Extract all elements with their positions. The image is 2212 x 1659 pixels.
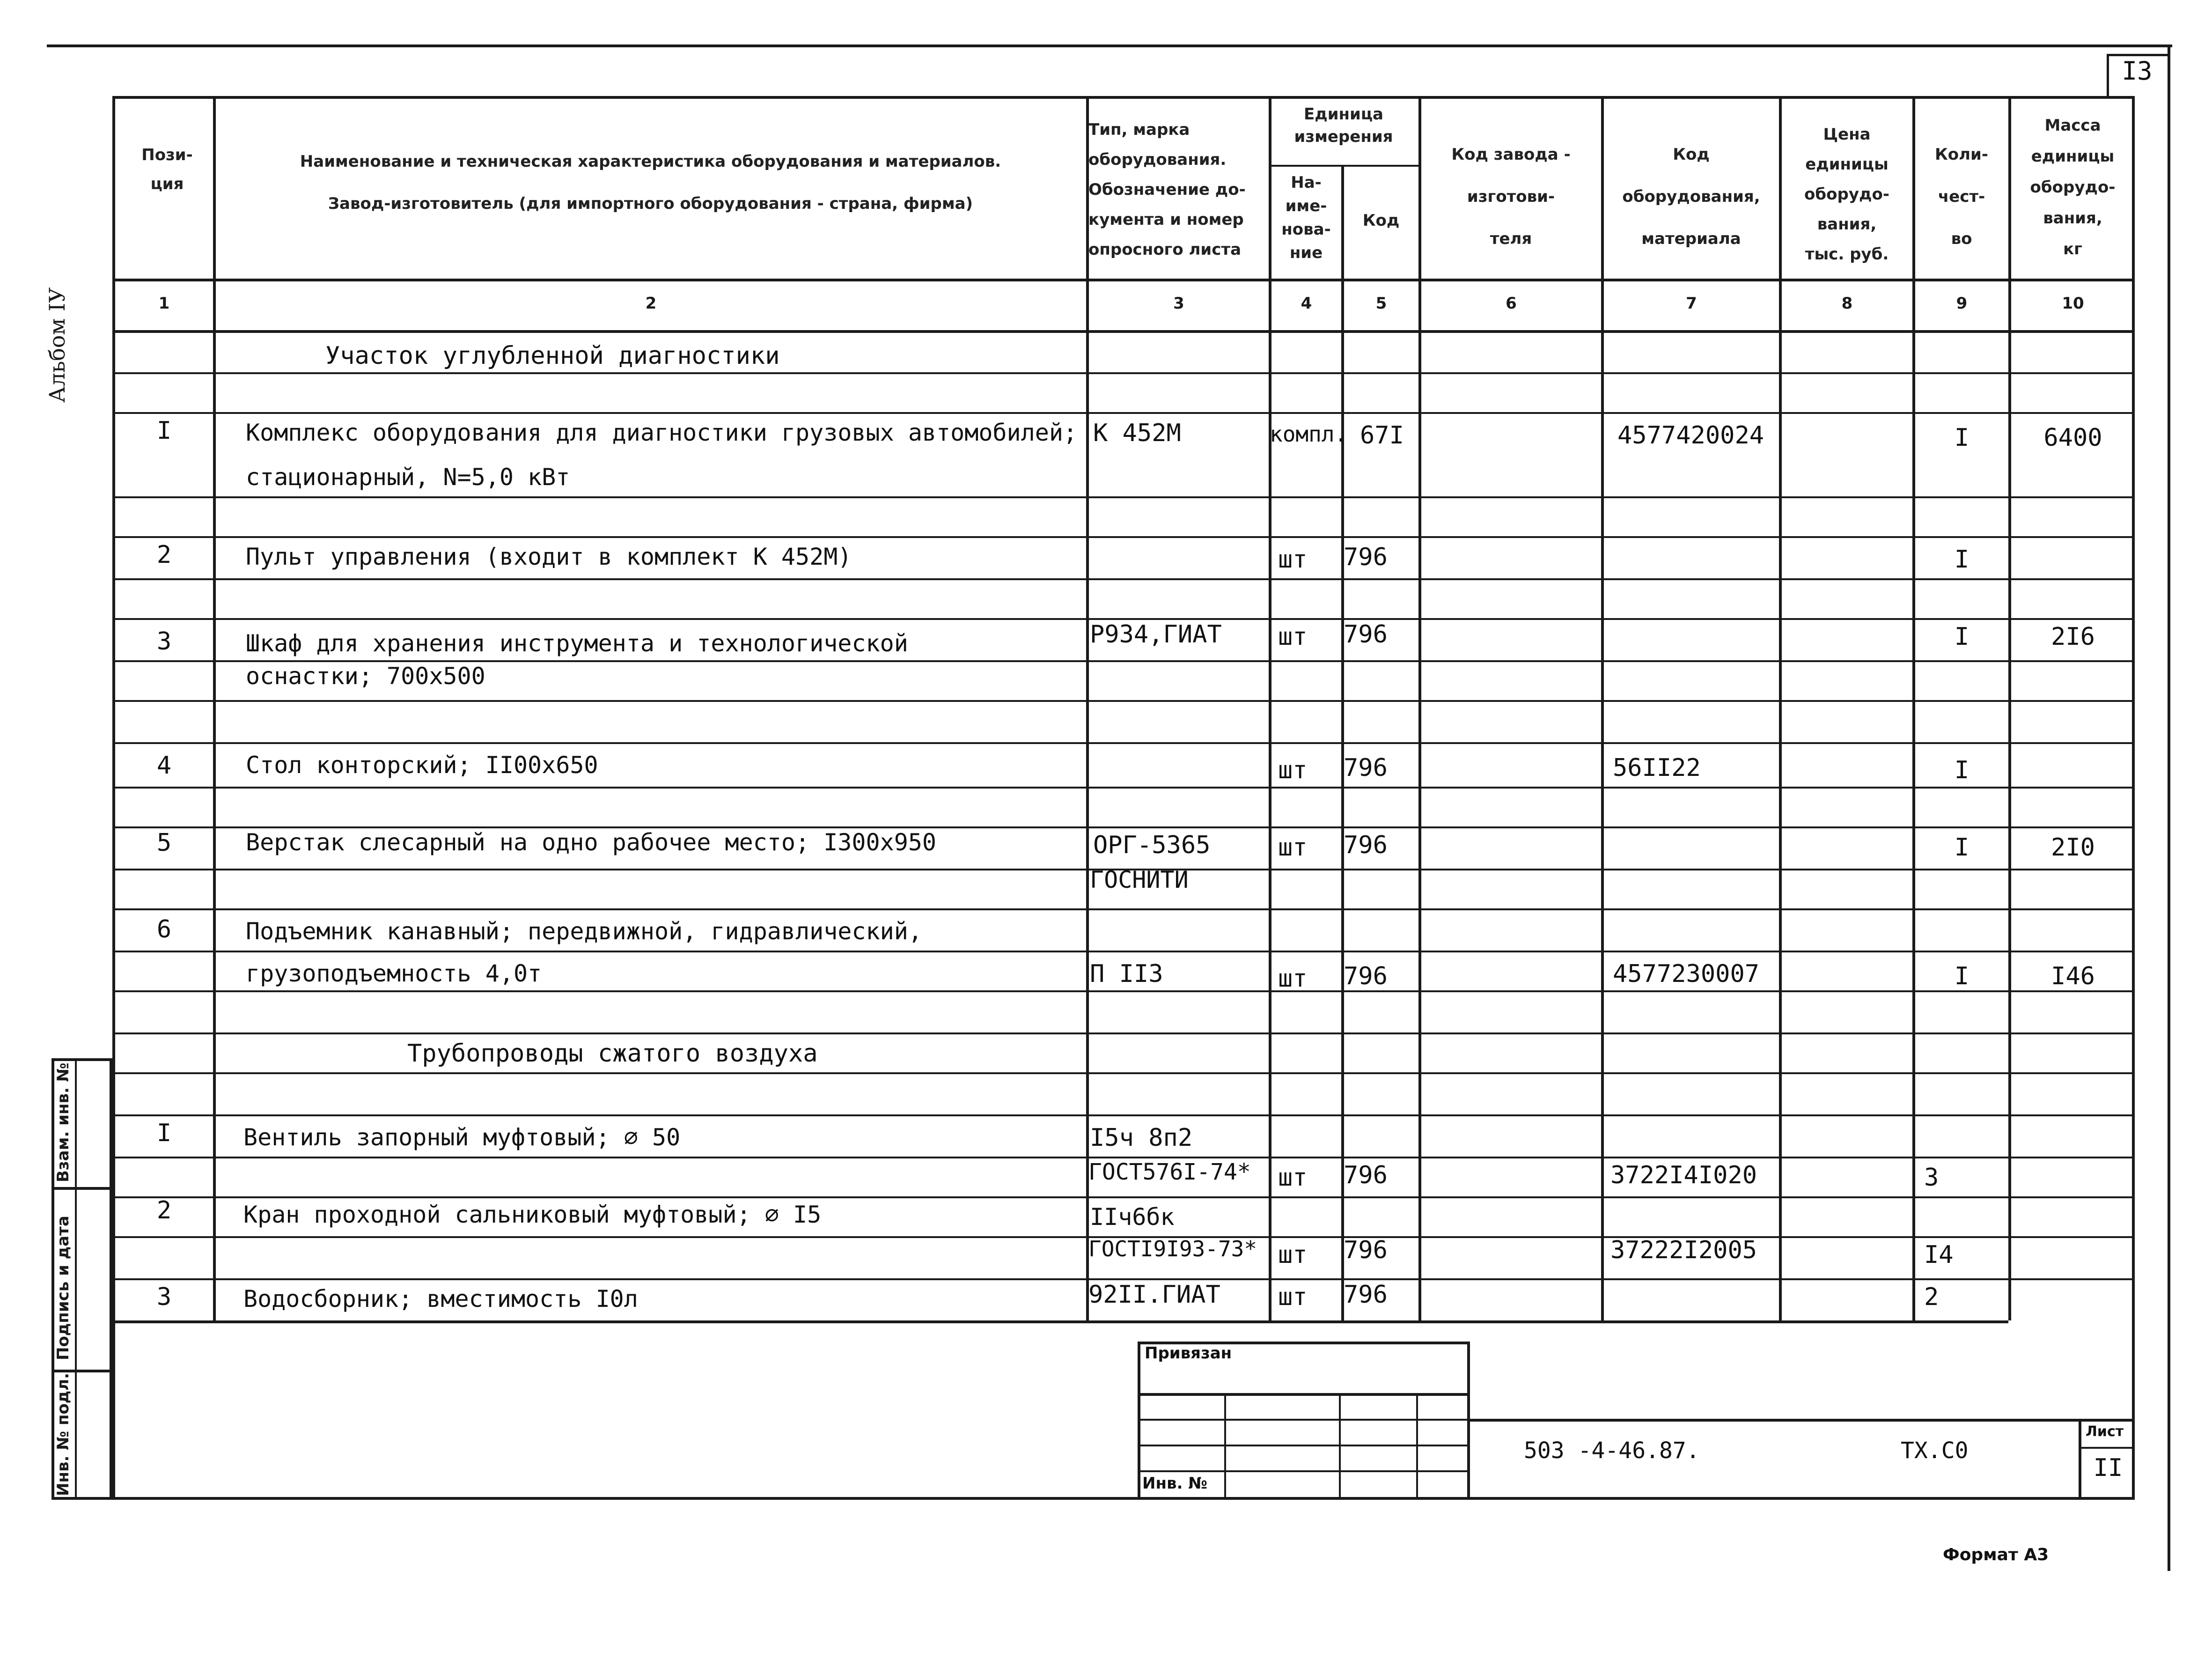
- column-number: 1: [158, 294, 170, 313]
- row-equip-code: 4577420024: [1617, 421, 1764, 450]
- sheet-value: II: [2093, 1454, 2123, 1482]
- row-mass: I46: [2051, 962, 2095, 990]
- row-name: Комплекс оборудования для диагностики грузовых автомобилей;: [246, 419, 1078, 446]
- row-quantity: 3: [1924, 1164, 1939, 1192]
- row-name: Стол конторский; II00x650: [246, 752, 598, 779]
- row-unit: шт: [1278, 1164, 1308, 1192]
- row-unit: шт: [1278, 1241, 1308, 1269]
- row-unit: шт: [1278, 546, 1308, 574]
- row-mass: 2I6: [2051, 623, 2095, 651]
- row-name: Подъемник канавный; передвижной, гидравлический,: [246, 918, 922, 945]
- inv-label: Инв. №: [1142, 1474, 1208, 1493]
- row-equip-code: 3722I4I020: [1610, 1161, 1757, 1189]
- row-name: Верстак слесарный на одно рабочее место; I300x950: [246, 829, 937, 856]
- header-name: Наименование и техническая характеристика оборудования и материалов. Завод-изготовитель (для импортного оборудования - страна, фирма): [300, 152, 1001, 213]
- side-stamp-inv: Инв. № подл.: [54, 1372, 73, 1496]
- header-type: Тип, марка оборудования. Обозначение до- кумента и номер опросного листа: [1088, 120, 1246, 259]
- row-name: Вентиль запорный муфтовый; ⌀ 50: [243, 1124, 681, 1151]
- row-unit-code: 796: [1344, 1236, 1388, 1264]
- row-unit: шт: [1278, 833, 1308, 862]
- row-type: ГОСТ576I-74*: [1088, 1159, 1251, 1185]
- row-unit-code: 796: [1344, 1281, 1388, 1309]
- row-quantity: I: [1954, 546, 1969, 574]
- row-unit: компл.: [1270, 421, 1348, 447]
- row-unit: шт: [1278, 965, 1308, 993]
- row-type: 92II.ГИАТ: [1088, 1281, 1220, 1309]
- row-name: Кран проходной сальниковый муфтовый; ⌀ I5: [243, 1201, 822, 1228]
- row-position: 5: [156, 829, 172, 857]
- row-unit-code: 67I: [1360, 421, 1404, 450]
- column-number: 3: [1173, 294, 1184, 313]
- row-position: 6: [156, 915, 172, 944]
- column-number: 7: [1686, 294, 1697, 313]
- sheet-number: I3: [2122, 56, 2153, 86]
- row-unit-code: 796: [1344, 754, 1388, 782]
- column-number: 8: [1841, 294, 1853, 313]
- row-quantity: I: [1954, 756, 1969, 784]
- row-position: I: [156, 417, 172, 445]
- row-type: IIч6бк: [1090, 1203, 1175, 1231]
- row-unit: шт: [1278, 756, 1308, 784]
- row-unit-code: 796: [1344, 1161, 1388, 1189]
- row-name: Водосборник; вместимость I0л: [243, 1285, 638, 1312]
- row-unit-code: 796: [1344, 962, 1388, 990]
- section-heading: Участок углубленной диагностики: [325, 342, 780, 370]
- row-name: Пульт управления (входит в комплект К 452М): [246, 543, 852, 570]
- side-stamp-signature: Подпись и дата: [54, 1216, 73, 1360]
- row-quantity: I: [1954, 962, 1969, 990]
- side-stamp-replace: Взам. инв. №: [54, 1062, 73, 1182]
- header-equip-code: Код оборудования, материала: [1622, 145, 1760, 248]
- row-name: стационарный, N=5,0 кВт: [246, 464, 570, 491]
- section-heading: Трубопроводы сжатого воздуха: [407, 1040, 818, 1068]
- header-unit-code: Код: [1362, 211, 1400, 230]
- header-position: Пози- ция: [141, 146, 193, 193]
- row-position: 2: [156, 1196, 172, 1224]
- header-maker-code: Код завода - изготови- теля: [1451, 145, 1571, 248]
- column-number: 9: [1956, 294, 1968, 313]
- row-name: грузоподъемность 4,0т: [246, 960, 542, 987]
- row-quantity: 2: [1924, 1283, 1939, 1311]
- row-unit-code: 796: [1344, 620, 1388, 649]
- row-position: 3: [156, 1283, 172, 1311]
- header-quantity: Коли- чест- во: [1935, 145, 1988, 248]
- row-quantity: I: [1954, 833, 1969, 862]
- row-mass: 2I0: [2051, 833, 2095, 862]
- row-unit-code: 796: [1344, 543, 1388, 571]
- format-label: Формат А3: [1943, 1545, 2049, 1564]
- row-position: 2: [156, 541, 172, 569]
- row-unit: шт: [1278, 1283, 1308, 1311]
- column-number: 10: [2062, 294, 2084, 313]
- row-position: 3: [156, 627, 172, 656]
- header-mass: Масса единицы оборудо- вания, кг: [2030, 116, 2116, 258]
- header-unit-name: На- име- нова- ние: [1281, 173, 1331, 262]
- row-unit-code: 796: [1344, 831, 1388, 859]
- row-type: Р934,ГИАТ: [1090, 620, 1222, 649]
- row-name: оснастки; 700x500: [246, 663, 485, 690]
- album-label: Альбом IУ: [44, 287, 70, 403]
- row-type: К 452М: [1093, 419, 1181, 447]
- column-number: 2: [645, 294, 657, 313]
- row-equip-code: 37222I2005: [1610, 1236, 1757, 1264]
- document-code: 503 -4-46.87.: [1524, 1438, 1700, 1464]
- row-type: I5ч 8п2: [1090, 1124, 1193, 1152]
- sheet-label: Лист: [2086, 1423, 2124, 1440]
- row-unit: шт: [1278, 623, 1308, 651]
- row-quantity: I4: [1924, 1241, 1954, 1269]
- attached-label: Привязан: [1145, 1344, 1232, 1363]
- row-quantity: I: [1954, 424, 1969, 452]
- row-type: ОРГ-5365: [1093, 831, 1211, 859]
- row-mass: 6400: [2043, 424, 2102, 452]
- row-quantity: I: [1954, 623, 1969, 651]
- row-equip-code: 56II22: [1613, 754, 1701, 782]
- row-name: Шкаф для хранения инструмента и технологической: [246, 630, 908, 657]
- header-unit: Единица измерения: [1294, 105, 1393, 146]
- header-price: Цена единицы оборудо- вания, тыс. руб.: [1804, 125, 1889, 264]
- row-position: I: [156, 1119, 172, 1147]
- row-equip-code: 4577230007: [1613, 960, 1760, 988]
- column-number: 5: [1375, 294, 1387, 313]
- row-position: 4: [156, 752, 172, 780]
- section-code: ТХ.С0: [1901, 1438, 1969, 1464]
- column-number: 6: [1506, 294, 1517, 313]
- row-type: П II3: [1090, 960, 1163, 988]
- row-type: ГОСТI9I93-73*: [1088, 1236, 1257, 1261]
- right-frame: [2168, 44, 2170, 1571]
- column-number: 4: [1301, 294, 1312, 313]
- row-type: ГОСНИТИ: [1090, 866, 1189, 893]
- top-border: [47, 44, 2172, 47]
